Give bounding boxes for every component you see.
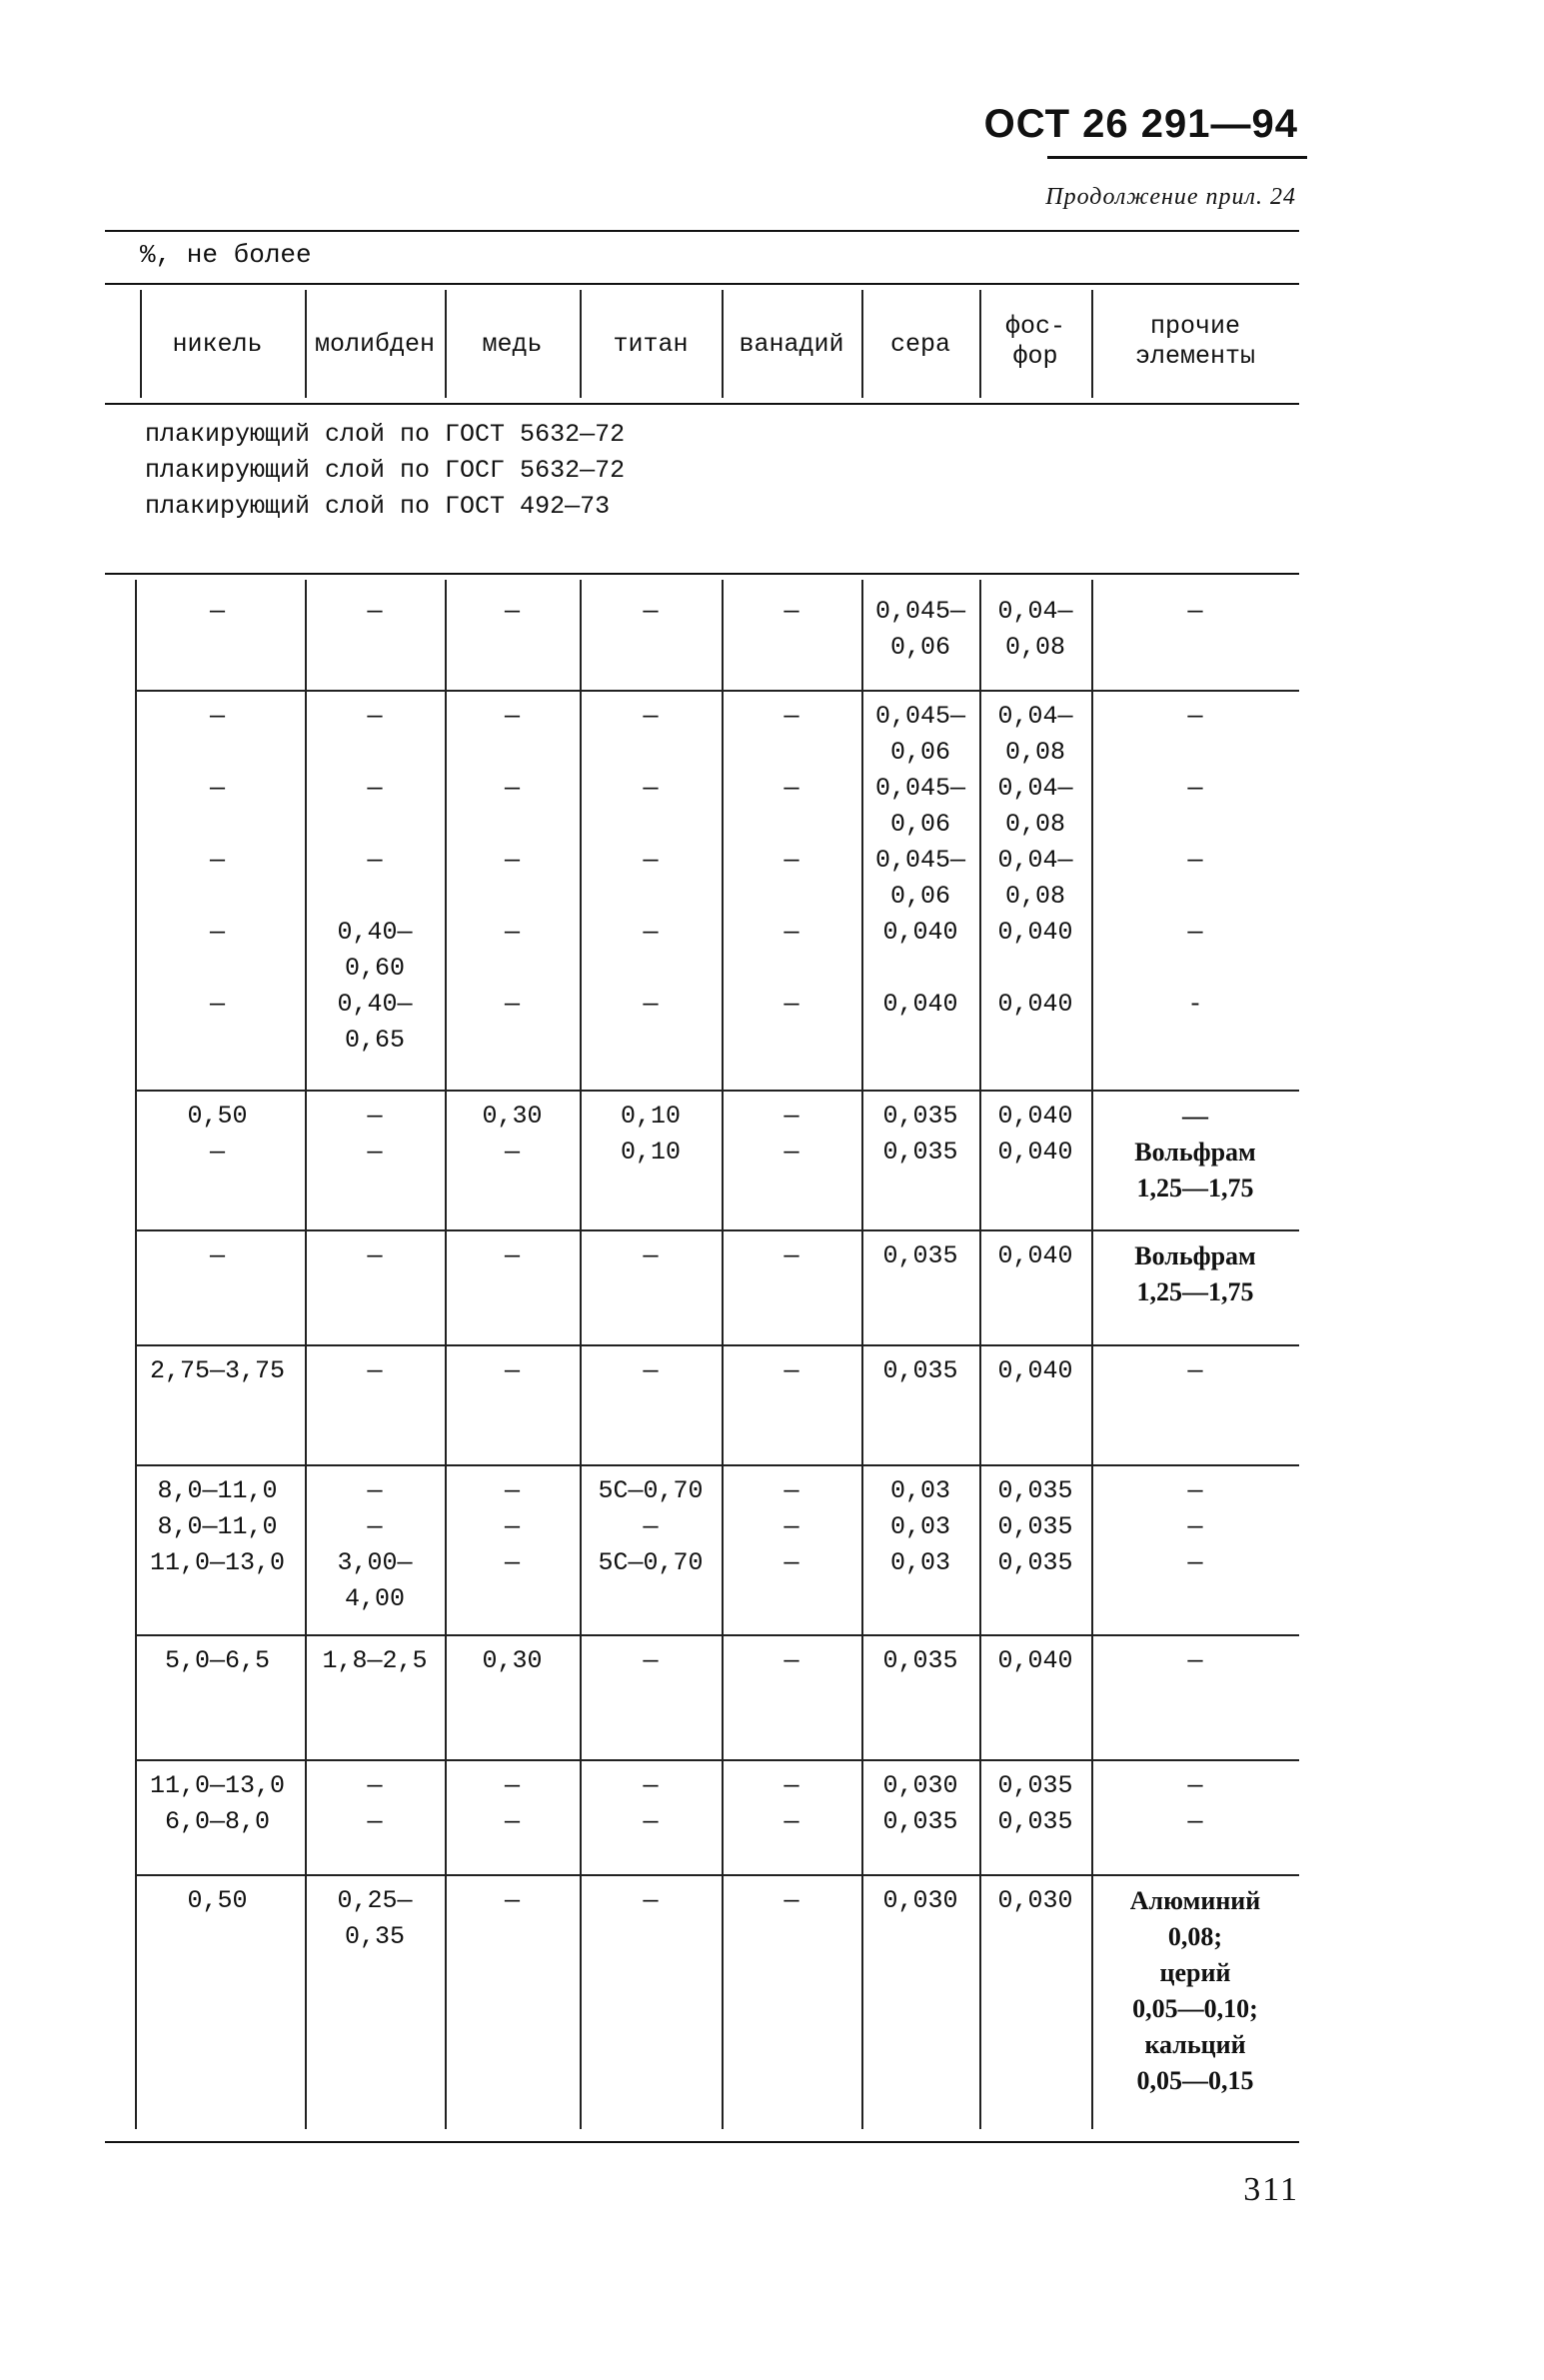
group-separator-rule — [135, 1229, 1299, 1231]
document-code: ОСТ 26 291—94 — [983, 102, 1298, 146]
cladding-note: плакирующий слой по ГОСТ 492—73 — [145, 492, 611, 521]
column-header-phosphorus: фос- фор — [1004, 312, 1065, 371]
cell-nickel: 5,0—6,5 — [164, 1646, 271, 1675]
cell-nickel: — — [209, 597, 225, 626]
cell-copper: 0,30 — — [482, 1102, 543, 1167]
cell-phosphorus: 0,040 — [997, 1356, 1073, 1385]
cell-copper: — — [504, 1356, 520, 1385]
cell-nickel: 8,0—11,0 8,0—11,0 11,0—13,0 — [149, 1476, 286, 1577]
cell-molybdenum: — — — [367, 1771, 383, 1836]
cell-molybdenum: — — 3,00— 4,00 — [337, 1476, 413, 1613]
cell-vanadium: — — [783, 597, 799, 626]
cell-phosphorus: 0,035 0,035 0,035 — [997, 1476, 1073, 1577]
cell-phosphorus: 0,040 — [997, 1241, 1073, 1270]
cell-molybdenum: — — [367, 597, 383, 626]
group-separator-rule — [135, 1464, 1299, 1466]
cell-sulfur: 0,045— 0,06 0,045— 0,06 0,045— 0,06 0,040 0,040 — [874, 702, 965, 1019]
group-separator-rule — [135, 1759, 1299, 1761]
column-header-molybdenum: молибден — [314, 330, 436, 359]
column-header-other-elements: прочие элементы — [1134, 312, 1256, 371]
cell-phosphorus: 0,04— 0,08 0,04— 0,08 0,04— 0,08 0,040 0,040 — [997, 702, 1073, 1019]
table-bottom-rule — [105, 2141, 1299, 2143]
cell-copper: — — — [504, 1771, 520, 1836]
cell-titanium: 0,10 0,10 — [620, 1102, 681, 1167]
cell-vanadium: — — — [783, 1102, 799, 1167]
cladding-note: плакирующий слой по ГОСГ 5632—72 — [145, 456, 626, 485]
cell-other-elements: — — [1187, 1646, 1203, 1675]
table-top-rule — [105, 230, 1299, 232]
cell-sulfur: 0,035 0,035 — [882, 1102, 958, 1167]
cell-other-elements: — Вольфрам 1,25—1,75 — [1134, 1102, 1256, 1202]
cell-copper: — — — — — — [504, 702, 520, 1019]
column-header-titanium: титан — [613, 330, 689, 359]
cell-vanadium: — — [783, 1356, 799, 1385]
cell-titanium: — — — [643, 1771, 659, 1836]
group-separator-rule — [135, 1634, 1299, 1636]
column-header-copper: медь — [482, 330, 543, 359]
cell-other-elements: Алюминий 0,08; церий 0,05—0,10; кальций 0,05—0,15 — [1129, 1886, 1261, 2095]
cell-nickel: 11,0—13,0 6,0—8,0 — [149, 1771, 286, 1836]
cell-sulfur: 0,035 — [882, 1241, 958, 1270]
cell-titanium: 5С—0,70 — 5С—0,70 — [598, 1476, 704, 1577]
cell-copper: — — — — [504, 1476, 520, 1577]
cell-nickel: 0,50 — — [187, 1102, 248, 1167]
column-header-nickel: никель — [172, 330, 263, 359]
group-separator-rule — [135, 690, 1299, 692]
cell-other-elements: — — — [1187, 1771, 1203, 1836]
cell-phosphorus: 0,040 0,040 — [997, 1102, 1073, 1167]
header-bottom-rule — [105, 403, 1299, 405]
cladding-note: плакирующий слой по ГОСТ 5632—72 — [145, 420, 626, 449]
cell-molybdenum: 0,25— 0,35 — [337, 1886, 413, 1951]
cell-other-elements: Вольфрам 1,25—1,75 — [1134, 1241, 1256, 1306]
cell-titanium: — — — — — — [643, 702, 659, 1019]
cell-titanium: — — [643, 1886, 659, 1915]
cell-vanadium: — — — — — — [783, 702, 799, 1019]
cell-nickel: 2,75—3,75 — [149, 1356, 286, 1385]
continuation-note: Продолжение прил. 24 — [1045, 184, 1296, 210]
group-separator-rule — [135, 1344, 1299, 1346]
cell-titanium: — — [643, 1356, 659, 1385]
cell-sulfur: 0,045— 0,06 — [874, 597, 965, 662]
group-separator-rule — [135, 1874, 1299, 1876]
cell-phosphorus: 0,04— 0,08 — [997, 597, 1073, 662]
cell-other-elements: — — — — [1187, 1476, 1203, 1577]
cell-copper: — — [504, 1241, 520, 1270]
header-rule — [1047, 156, 1307, 159]
cell-vanadium: — — [783, 1886, 799, 1915]
cell-molybdenum: — — [367, 1241, 383, 1270]
cell-molybdenum: — — [367, 1356, 383, 1385]
cell-copper: — — [504, 597, 520, 626]
cell-sulfur: 0,035 — [882, 1646, 958, 1675]
cell-copper: — — [504, 1886, 520, 1915]
cell-other-elements: — — [1187, 1356, 1203, 1385]
cell-other-elements: — — — — - — [1187, 702, 1203, 1019]
cell-other-elements: — — [1187, 597, 1203, 626]
cell-vanadium: — — [783, 1646, 799, 1675]
header-top-rule — [105, 283, 1299, 285]
cell-nickel: 0,50 — [187, 1886, 248, 1915]
cell-vanadium: — — — — [783, 1476, 799, 1577]
cell-sulfur: 0,030 0,035 — [882, 1771, 958, 1836]
column-header-sulfur: сера — [889, 330, 950, 359]
cell-phosphorus: 0,040 — [997, 1646, 1073, 1675]
cell-copper: 0,30 — [482, 1646, 543, 1675]
cell-sulfur: 0,035 — [882, 1356, 958, 1385]
group-separator-rule — [135, 1090, 1299, 1092]
cell-molybdenum: — — — [367, 1102, 383, 1167]
cell-molybdenum: — — — 0,40— 0,60 0,40— 0,65 — [337, 702, 413, 1055]
cell-sulfur: 0,030 — [882, 1886, 958, 1915]
cell-vanadium: — — [783, 1241, 799, 1270]
column-divider — [140, 290, 142, 398]
cell-phosphorus: 0,030 — [997, 1886, 1073, 1915]
cell-nickel: — — [209, 1241, 225, 1270]
cell-vanadium: — — — [783, 1771, 799, 1836]
cell-molybdenum: 1,8—2,5 — [322, 1646, 428, 1675]
body-top-rule — [105, 573, 1299, 575]
cell-titanium: — — [643, 1646, 659, 1675]
column-header-vanadium: ванадий — [739, 330, 844, 359]
cell-phosphorus: 0,035 0,035 — [997, 1771, 1073, 1836]
cell-nickel: — — — — — — [209, 702, 225, 1019]
cell-sulfur: 0,03 0,03 0,03 — [889, 1476, 950, 1577]
cell-titanium: — — [643, 1241, 659, 1270]
unit-label: %, не более — [140, 240, 312, 270]
page-number: 311 — [1243, 2171, 1299, 2208]
cell-titanium: — — [643, 597, 659, 626]
